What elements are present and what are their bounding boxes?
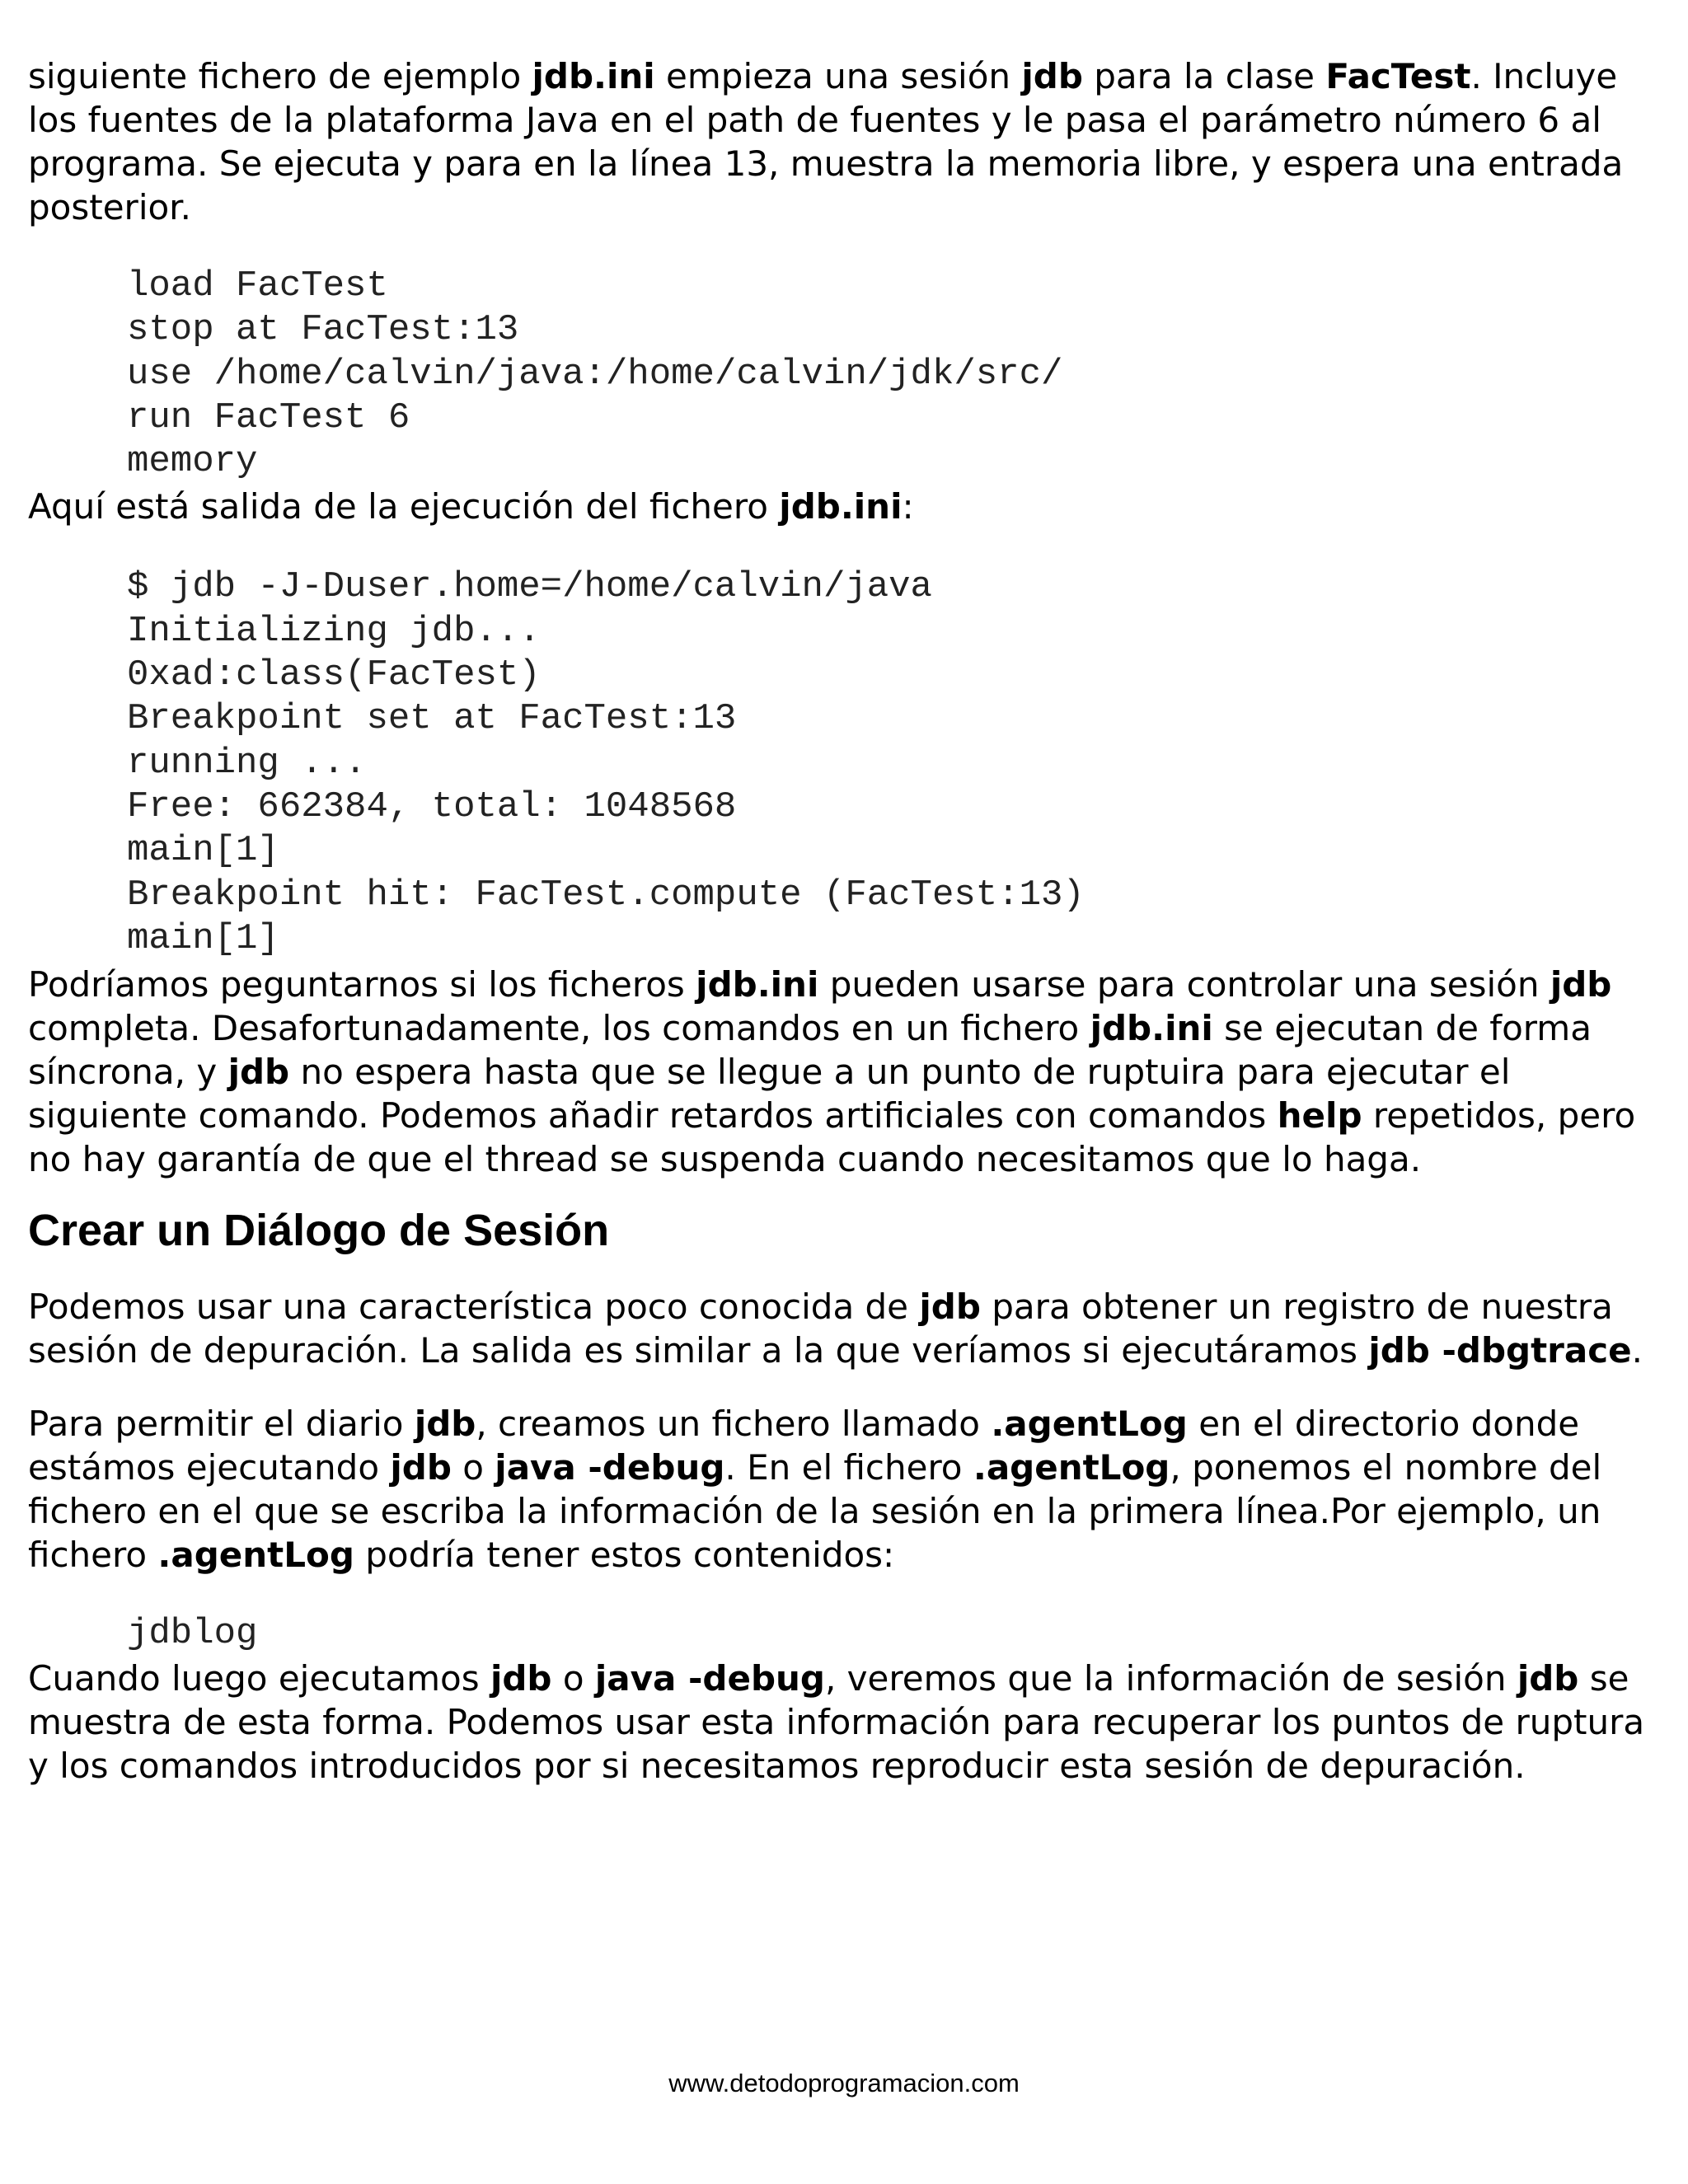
bold-term: jdb.ini — [696, 964, 819, 1005]
text-run: en el directorio donde estámos ejecutando — [28, 1404, 1580, 1488]
paragraph-agentlog — [28, 1402, 1660, 1577]
bold-term: jdb — [390, 1447, 452, 1488]
bold-term: .agentLog — [157, 1535, 354, 1576]
bold-term: jdb -dbgtrace — [1368, 1330, 1632, 1371]
code-line: stop at FacTest:13 — [127, 309, 519, 351]
text-run: se muestra de esta forma. Podemos usar esta información para recuperar los puntos de ruptura y los comandos introducidos por si necesitamos reproducir esta sesión de depuración. — [28, 1658, 1645, 1787]
bold-term: .agentLog — [991, 1404, 1188, 1445]
bold-term: FacTest — [1325, 56, 1471, 96]
code-block-jdb-output — [28, 565, 1660, 961]
paragraph-session-log — [28, 1285, 1660, 1372]
code-line: use /home/calvin/java:/home/calvin/jdk/src/ — [127, 353, 1063, 395]
code-block-jdb-ini — [28, 265, 1660, 484]
code-line: Free: 662384, total: 1048568 — [127, 785, 737, 827]
code-line: Initializing jdb... — [127, 610, 541, 652]
text-run: . En el fichero — [724, 1447, 973, 1488]
bold-term: java -debug — [594, 1658, 825, 1699]
code-line: running ... — [127, 742, 367, 784]
bold-term: help — [1277, 1095, 1362, 1137]
footer-url: www.detodoprogramacion.com — [668, 2069, 1020, 2097]
bold-term: jdb.ini — [1090, 1008, 1213, 1049]
text-run: o — [451, 1447, 495, 1488]
code-line: 0xad:class(FacTest) — [127, 654, 541, 696]
code-line: load FacTest — [127, 265, 388, 307]
text-run: Cuando luego ejecutamos — [28, 1658, 490, 1699]
text-run: . — [1631, 1330, 1643, 1371]
bold-term: jdb — [1550, 964, 1612, 1005]
text-run: Para permitir el diario — [28, 1404, 415, 1445]
text-run: , creamos un fichero llamado — [476, 1404, 992, 1445]
bold-term: jdb — [490, 1658, 552, 1699]
code-line: main[1] — [127, 830, 279, 872]
text-run: . Incluye los fuentes de la plataforma Java en el path de fuentes y le pasa el parámetro número 6 al programa. Se ejecuta y para en la línea 13, muestra la memoria libre, y espera una entrada posterior. — [28, 56, 1624, 227]
paragraph-output-intro — [28, 485, 1660, 528]
text-run: : — [902, 486, 914, 527]
code-line: main[1] — [127, 917, 279, 959]
section-heading: Crear un Diálogo de Sesión — [28, 1206, 610, 1256]
bold-term: jdb.ini — [779, 486, 903, 527]
text-run: , veremos que la información de sesión — [824, 1658, 1517, 1699]
code-line: $ jdb -J-Duser.home=/home/calvin/java — [127, 566, 932, 608]
text-run: o — [551, 1658, 595, 1699]
text-run: repetidos, pero no hay garantía de que el thread se suspenda cuando necesitamos que lo haga. — [28, 1095, 1636, 1180]
text-run: pueden usarse para controlar una sesión — [818, 964, 1550, 1005]
text-run: siguiente fichero de ejemplo — [28, 56, 532, 96]
text-run: empieza una sesión — [654, 56, 1022, 96]
code-line: run FacTest 6 — [127, 396, 410, 438]
code-line: memory — [127, 441, 258, 483]
paragraph-jdb-ini-limitations — [28, 963, 1660, 1181]
code-line: jdblog — [127, 1613, 258, 1655]
code-line: Breakpoint set at FacTest:13 — [127, 698, 737, 740]
bold-term: java -debug — [495, 1447, 725, 1488]
page-content — [28, 54, 1660, 1788]
text-run: podría tener estos contenidos: — [354, 1535, 895, 1576]
text-run: se ejecutan de forma síncrona, y — [28, 1008, 1592, 1093]
bold-term: jdb — [414, 1404, 476, 1445]
paragraph-session-info — [28, 1657, 1660, 1788]
bold-term: jdb — [227, 1052, 290, 1093]
bold-term: jdb — [1021, 56, 1083, 96]
bold-term: .agentLog — [973, 1447, 1170, 1488]
text-run: para obtener un registro de nuestra sesión de depuración. La salida es similar a la que veríamos si ejecutáramos — [28, 1286, 1613, 1371]
text-run: completa. Desafortunadamente, los comandos en un fichero — [28, 1008, 1090, 1049]
code-block-agentlog — [28, 1612, 1660, 1656]
bold-term: jdb — [919, 1286, 981, 1328]
text-run: , ponemos el nombre del fichero en el que se escriba la información de la sesión en la primera línea.Por ejemplo, un fichero — [28, 1447, 1602, 1576]
text-run: Podríamos peguntarnos si los ficheros — [28, 964, 696, 1005]
text-run: Podemos usar una característica poco conocida de — [28, 1286, 920, 1328]
bold-term: jdb.ini — [532, 56, 655, 96]
code-line: Breakpoint hit: FacTest.compute (FacTest:13) — [127, 874, 1085, 916]
paragraph-intro — [28, 54, 1660, 229]
text-run: no espera hasta que se llegue a un punto de ruptuira para ejecutar el siguiente comando. Podemos añadir retardos artificiales con comandos — [28, 1052, 1511, 1137]
text-run: Aquí está salida de la ejecución del fichero — [28, 486, 780, 527]
text-run: para la clase — [1082, 56, 1326, 96]
bold-term: jdb — [1517, 1658, 1579, 1699]
